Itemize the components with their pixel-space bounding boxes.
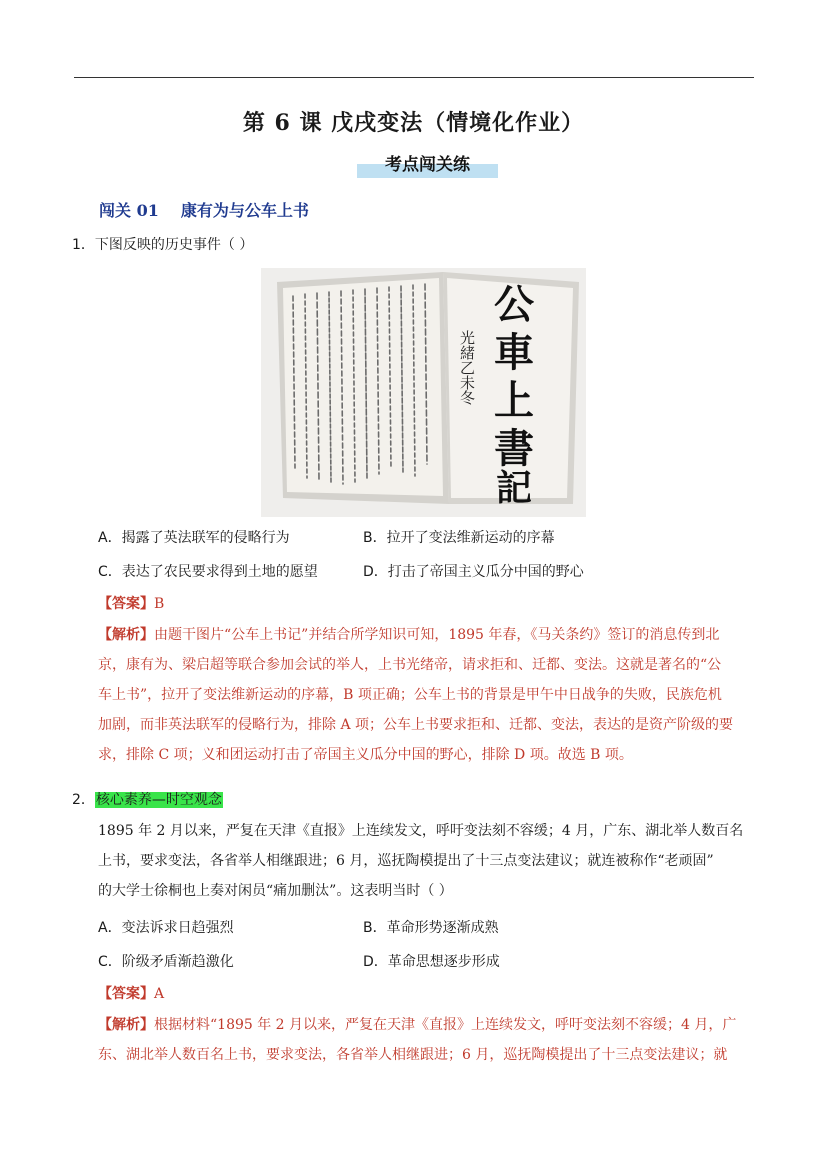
big-char-4: 書	[494, 425, 534, 472]
big-char-3: 上	[494, 377, 534, 424]
question-2-stem	[98, 816, 763, 906]
q1-answer	[98, 594, 164, 614]
small-inscription: 光緒乙未冬	[458, 330, 476, 405]
question-text: 下图反映的历史事件（ ）	[94, 237, 254, 253]
big-char-1: 公	[494, 281, 534, 328]
stem-line: 上书，要求变法，各省举人相继跟进；6 月，巡抚陶模提出了十三点变法建议；就连被称作“老顽固”	[98, 853, 714, 869]
analysis-label: 【解析】	[98, 627, 154, 643]
q2-option-c: C．阶级矛盾渐趋激化	[98, 954, 234, 970]
q1-option-b: B．拉开了变法维新运动的序幕	[363, 530, 555, 546]
analysis-line: 由题干图片“公车上书记”并结合所学知识可知，1895 年春，《马关条约》签订的消息传到北	[154, 627, 720, 643]
question-2-header	[72, 790, 223, 810]
answer-label: 【答案】	[98, 986, 154, 1002]
section-badge	[357, 150, 498, 180]
q1-analysis	[98, 620, 758, 770]
q1-option-a: A．揭露了英法联军的侵略行为	[98, 530, 290, 546]
badge-label: 考点闯关练	[385, 155, 470, 175]
gongche-shangshu-photo	[261, 268, 586, 517]
q2-option-a: A．变法诉求日趋强烈	[98, 920, 234, 936]
q2-analysis	[98, 1010, 763, 1070]
stem-line: 的大学士徐桐也上奏对闲员“痛加删汰”。这表明当时（ ）	[98, 883, 453, 899]
q1-option-c: C．表达了农民要求得到土地的愿望	[98, 564, 318, 580]
answer-label: 【答案】	[98, 596, 154, 612]
analysis-line: 京，康有为、梁启超等联合参加会试的举人，上书光绪帝，请求拒和、迁都、变法。这就是著名的“公	[98, 657, 722, 673]
stem-line: 1895 年 2 月以来，严复在天津《直报》上连续发文，呼吁变法刻不容缓；4 月，广东、湖北举人数百名	[98, 823, 744, 839]
analysis-line: 根据材料“1895 年 2 月以来，严复在天津《直报》上连续发文，呼吁变法刻不容缓；4 月，广	[154, 1017, 737, 1033]
question-1-stem	[72, 235, 253, 255]
analysis-line: 求，排除 C 项；义和团运动打击了帝国主义瓜分中国的野心，排除 D 项。故选 B 项。	[98, 747, 633, 763]
analysis-line: 车上书”，拉开了变法维新运动的序幕，B 项正确；公车上书的背景是甲午中日战争的失败，民族危机	[98, 687, 722, 703]
q1-option-d: D．打击了帝国主义瓜分中国的野心	[363, 564, 584, 580]
analysis-label: 【解析】	[98, 1017, 154, 1033]
big-char-2: 車	[494, 329, 534, 376]
question-number: 1．	[72, 237, 95, 253]
q2-option-b: B．革命形势逐渐成熟	[363, 920, 499, 936]
section-name: 康有为与公车上书	[180, 201, 309, 220]
q2-answer	[98, 984, 164, 1004]
q2-option-d: D．革命思想逐步形成	[363, 954, 500, 970]
page-title: 第 6 课 戊戌变法（情境化作业）	[242, 110, 585, 136]
header-rule	[74, 77, 754, 78]
question-number: 2．	[72, 792, 95, 808]
analysis-line: 东、湖北举人数百名上书，要求变法，各省举人相继跟进；6 月，巡抚陶模提出了十三点变法建议；就	[98, 1047, 728, 1063]
analysis-line: 加剧，而非英法联军的侵略行为，排除 A 项；公车上书要求拒和、迁都、变法，表达的是资产阶级的要	[98, 717, 734, 733]
answer-value: A	[154, 986, 165, 1002]
section-heading	[99, 198, 331, 221]
answer-value: B	[154, 596, 165, 612]
core-literacy-tag: 核心素养—时空观念	[95, 792, 222, 808]
section-number: 闯关 01	[99, 201, 159, 220]
big-char-5: 記	[495, 467, 533, 509]
